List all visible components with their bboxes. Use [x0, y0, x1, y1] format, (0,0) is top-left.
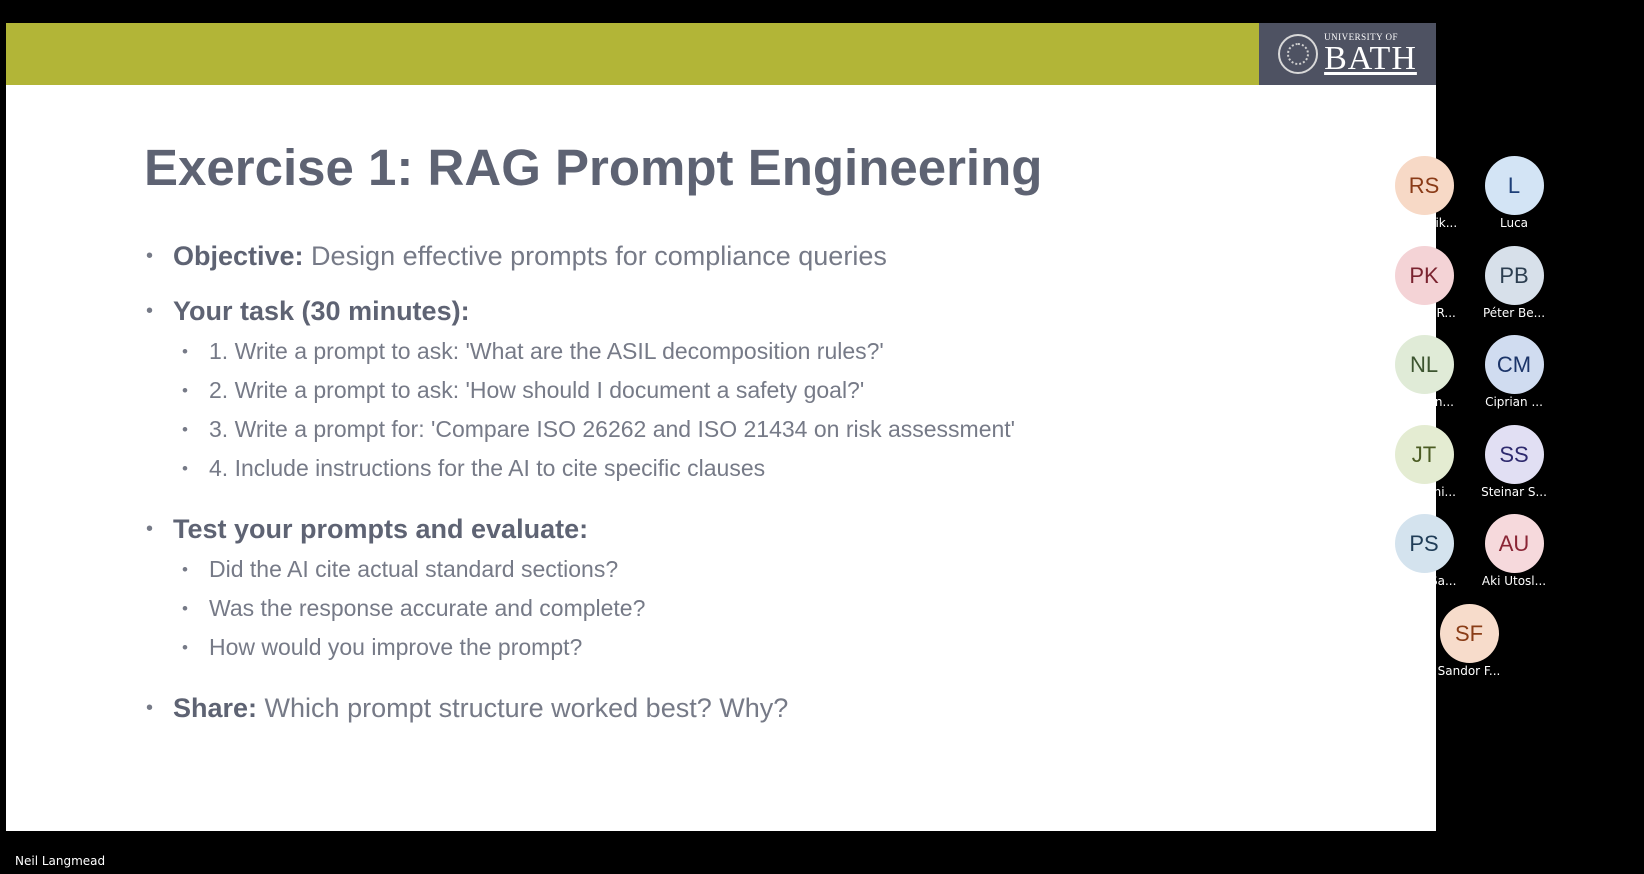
- active-speaker-name: Neil Langmead: [15, 854, 106, 868]
- sub-bullet: • 1. Write a prompt to ask: 'What are the ASIL decomposition rules?': [173, 335, 1344, 374]
- university-logo: [1259, 23, 1436, 85]
- bullet-text: Which prompt structure worked best? Why?: [257, 693, 789, 723]
- logo-big-text: BATH: [1324, 39, 1417, 77]
- bullet-label: Share:: [173, 693, 258, 723]
- avatar: SF: [1440, 604, 1499, 663]
- participant-tile[interactable]: [1379, 156, 1469, 230]
- participant-tile[interactable]: [1379, 425, 1469, 499]
- participant-tile[interactable]: [1469, 335, 1559, 409]
- bullet-label: Your task (30 minutes):: [173, 296, 470, 326]
- participant-name: Pawel Sa...: [1391, 574, 1457, 588]
- logo-small-text: UNIVERSITY OF: [1324, 31, 1399, 42]
- participant-tile[interactable]: [1379, 514, 1469, 588]
- bullet-label: Objective:: [173, 241, 304, 271]
- bullet-your-task: [144, 295, 1344, 491]
- bullet-text: Design effective prompts for compliance queries: [303, 241, 887, 271]
- avatar: NL: [1395, 335, 1454, 394]
- bullet-test-prompts: [144, 513, 1344, 670]
- avatar: CM: [1485, 335, 1544, 394]
- participant-name: Luca: [1499, 216, 1529, 230]
- slide-header-bar: [6, 23, 1436, 85]
- shared-slide: [6, 23, 1436, 831]
- participant-name: Aki Utosl...: [1481, 574, 1547, 588]
- avatar: PB: [1485, 246, 1544, 305]
- participant-name: Péter Be...: [1482, 306, 1546, 320]
- sub-bullet: • How would you improve the prompt?: [173, 631, 1344, 670]
- avatar: AU: [1485, 514, 1544, 573]
- avatar: SS: [1485, 425, 1544, 484]
- participant-tile[interactable]: [1469, 156, 1559, 230]
- avatar: L: [1485, 156, 1544, 215]
- participant-name: Sandor F...: [1437, 664, 1501, 678]
- sub-bullet: • 2. Write a prompt to ask: 'How should I document a safety goal?': [173, 374, 1344, 413]
- bullet-objective: [144, 240, 1344, 273]
- university-seal-icon: [1278, 34, 1318, 74]
- slide-title: Exercise 1: RAG Prompt Engineering: [144, 139, 1043, 196]
- participant-tile[interactable]: [1469, 246, 1559, 320]
- sub-bullet: • 4. Include instructions for the AI to cite specific clauses: [173, 452, 1344, 491]
- bullet-label: Test your prompts and evaluate:: [173, 514, 589, 544]
- participant-name: Prasad R...: [1392, 306, 1456, 320]
- evaluate-sub-list: [173, 553, 1344, 670]
- sub-bullet: • Did the AI cite actual standard sections?: [173, 553, 1344, 592]
- task-sub-list: [173, 335, 1344, 491]
- sub-bullet: • 3. Write a prompt for: 'Compare ISO 26262 and ISO 21434 on risk assessment': [173, 413, 1344, 452]
- participant-tile[interactable]: [1469, 514, 1559, 588]
- participant-tile[interactable]: [1469, 425, 1559, 499]
- slide-bullet-list: [144, 240, 1344, 747]
- participant-tile[interactable]: [1379, 246, 1469, 320]
- participant-name: Ciprian ...: [1485, 395, 1543, 409]
- participant-name: John Emi...: [1392, 485, 1456, 499]
- participant-name: Riku Saik...: [1390, 216, 1458, 230]
- participant-tile[interactable]: [1379, 335, 1469, 409]
- avatar: PK: [1395, 246, 1454, 305]
- participant-tile[interactable]: [1424, 604, 1514, 678]
- participants-panel: [1390, 0, 1644, 874]
- participant-name: Steinar S...: [1481, 485, 1547, 499]
- sub-bullet: • Was the response accurate and complete?: [173, 592, 1344, 631]
- avatar: PS: [1395, 514, 1454, 573]
- avatar: JT: [1395, 425, 1454, 484]
- participant-name: Neil Lan...: [1394, 395, 1454, 409]
- bullet-share: [144, 692, 1344, 725]
- avatar: RS: [1395, 156, 1454, 215]
